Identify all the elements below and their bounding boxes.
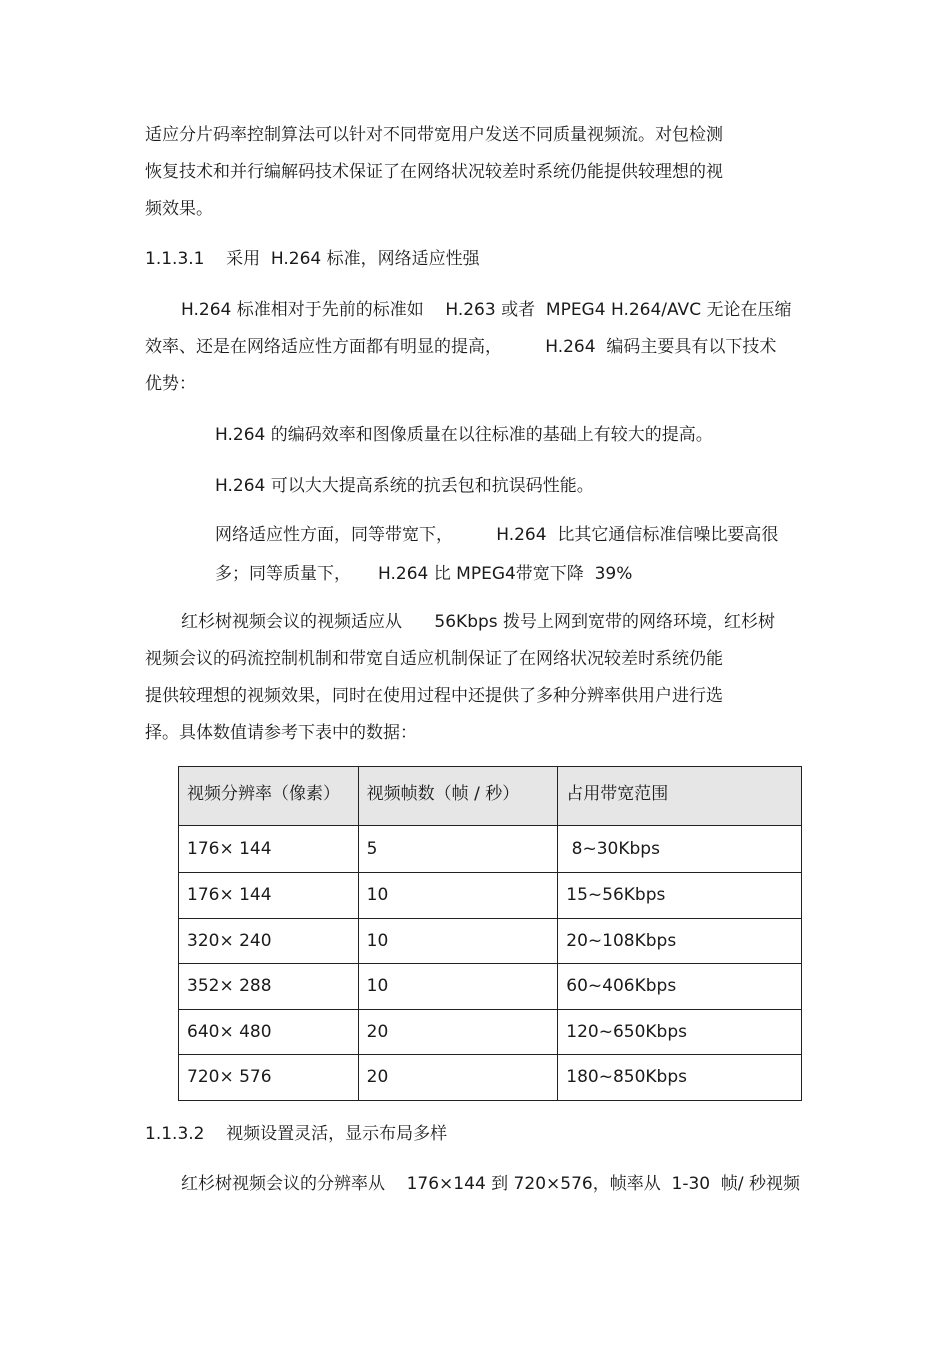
- table-row: [179, 873, 802, 919]
- column-header-bandwidth: 占用带宽范围: [558, 767, 802, 826]
- cell-resolution: 176× 144: [179, 873, 359, 919]
- bullet-item: 网络适应性方面，同等带宽下， H.264 比其它通信标准信噪比要高很: [215, 525, 779, 545]
- cell-resolution: 320× 240: [179, 918, 359, 964]
- table-row: [179, 826, 802, 873]
- paragraph-line: 频效果。: [145, 199, 213, 219]
- cell-framerate: 10: [358, 964, 558, 1010]
- cell-bandwidth: 8~30Kbps: [558, 826, 802, 873]
- cell-framerate: 10: [358, 918, 558, 964]
- cell-resolution: 176× 144: [179, 826, 359, 873]
- column-header-framerate: 视频帧数（帧 / 秒）: [358, 767, 558, 826]
- bullet-item: H.264 可以大大提高系统的抗丢包和抗误码性能。: [215, 476, 594, 496]
- bullet-item: 多；同等质量下， H.264 比 MPEG4带宽下降 39%: [215, 564, 633, 584]
- paragraph-line: 优势：: [145, 374, 196, 394]
- cell-framerate: 20: [358, 1009, 558, 1055]
- table-row: [179, 964, 802, 1010]
- paragraph-line: 提供较理想的视频效果，同时在使用过程中还提供了多种分辨率供用户进行选: [145, 686, 723, 706]
- paragraph-line: 恢复技术和并行编解码技术保证了在网络状况较差时系统仍能提供较理想的视: [145, 162, 723, 182]
- cell-resolution: 720× 576: [179, 1055, 359, 1101]
- bullet-item: H.264 的编码效率和图像质量在以往标准的基础上有较大的提高。: [215, 425, 713, 445]
- cell-resolution: 352× 288: [179, 964, 359, 1010]
- cell-bandwidth: 15~56Kbps: [558, 873, 802, 919]
- paragraph-line: 效率、还是在网络适应性方面都有明显的提高， H.264 编码主要具有以下技术: [145, 337, 777, 357]
- cell-framerate: 5: [358, 826, 558, 873]
- cell-bandwidth: 120~650Kbps: [558, 1009, 802, 1055]
- cell-bandwidth: 180~850Kbps: [558, 1055, 802, 1101]
- paragraph-line: H.264 标准相对于先前的标准如 H.263 或者 MPEG4 H.264/AVC 无论在压缩: [181, 300, 792, 320]
- cell-framerate: 20: [358, 1055, 558, 1101]
- paragraph-line: 择。具体数值请参考下表中的数据：: [145, 723, 417, 743]
- table-row: [179, 918, 802, 964]
- table-header-row: [179, 767, 802, 826]
- table-row: [179, 1009, 802, 1055]
- cell-resolution: 640× 480: [179, 1009, 359, 1055]
- bandwidth-table: [178, 766, 802, 1101]
- cell-bandwidth: 60~406Kbps: [558, 964, 802, 1010]
- cell-bandwidth: 20~108Kbps: [558, 918, 802, 964]
- section-heading: 1.1.3.2 视频设置灵活，显示布局多样: [145, 1124, 448, 1144]
- table-row: [179, 1055, 802, 1101]
- paragraph-line: 视频会议的码流控制机制和带宽自适应机制保证了在网络状况较差时系统仍能: [145, 649, 723, 669]
- section-heading: 1.1.3.1 采用 H.264 标准，网络适应性强: [145, 249, 480, 269]
- cell-framerate: 10: [358, 873, 558, 919]
- paragraph-line: 红杉树视频会议的视频适应从 56Kbps 拨号上网到宽带的网络环境，红杉树: [181, 612, 776, 632]
- column-header-resolution: 视频分辨率（像素）: [179, 767, 359, 826]
- paragraph-line: 红杉树视频会议的分辨率从 176×144 到 720×576，帧率从 1-30 帧/ 秒视频: [181, 1174, 801, 1194]
- paragraph-line: 适应分片码率控制算法可以针对不同带宽用户发送不同质量视频流。对包检测: [145, 125, 723, 145]
